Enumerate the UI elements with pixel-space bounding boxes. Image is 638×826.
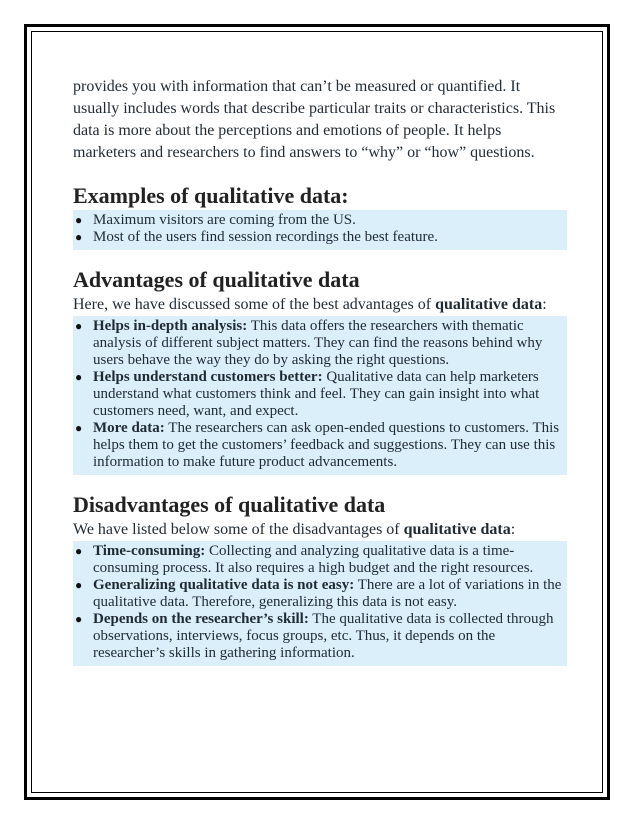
list-item: ● Maximum visitors are coming from the US. [75, 212, 356, 228]
list-item: ● Time-consuming: Collecting and analyzing qualitative data is a time-consuming process. It also requires a high budget and the right resources. [75, 543, 534, 576]
advantages-intro: Here, we have discussed some of the best advantages of qualitative data: [73, 296, 547, 313]
intro-paragraph: provides you with information that can’t be measured or quantified. It usually includes words that describe particular traits or characteristics. This data is more about the perceptions and emotions of people. It helps marketers and researchers to find answers to “why” or “how” questions. [73, 78, 556, 161]
list-item: ● Generalizing qualitative data is not easy: There are a lot of variations in the qualitative data. Therefore, generalizing this data is not easy. [75, 577, 562, 610]
list-item: ● Helps in-depth analysis: This data offers the researchers with thematic analysis of different subject matters. They can find the reasons behind why users behave the way they do by asking the right questions. [75, 318, 543, 368]
bullet-icon: ● [75, 421, 83, 435]
list-item: ● Depends on the researcher’s skill: The qualitative data is collected through observations, interviews, focus groups, etc. Thus, it depends on the researcher’s skills in gathering information. [75, 611, 554, 661]
bullet-icon: ● [75, 370, 83, 384]
list-item: ● Most of the users find session recordings the best feature. [75, 229, 438, 245]
bullet-icon: ● [75, 612, 83, 626]
examples-heading: Examples of qualitative data: [73, 183, 349, 208]
list-item: ● Helps understand customers better: Qualitative data can help marketers understand what customers think and feel. They can gain insight into what customers need, want, and expect. [75, 369, 540, 419]
advantages-list [73, 316, 567, 475]
bullet-icon: ● [75, 319, 83, 333]
bullet-icon: ● [75, 544, 83, 558]
disadvantages-list [73, 541, 567, 666]
disadvantages-intro: We have listed below some of the disadvantages of qualitative data: [73, 521, 516, 538]
disadvantages-heading: Disadvantages of qualitative data [73, 492, 386, 517]
bullet-icon: ● [75, 578, 83, 592]
list-item: ● More data: The researchers can ask open-ended questions to customers. This helps them to get the customers’ feedback and suggestions. They can use this information to make future product advancements. [75, 420, 560, 470]
advantages-heading: Advantages of qualitative data [73, 267, 360, 292]
bullet-icon: ● [75, 213, 83, 227]
document-content [73, 76, 567, 666]
examples-list [73, 210, 567, 250]
bullet-icon: ● [75, 230, 83, 244]
